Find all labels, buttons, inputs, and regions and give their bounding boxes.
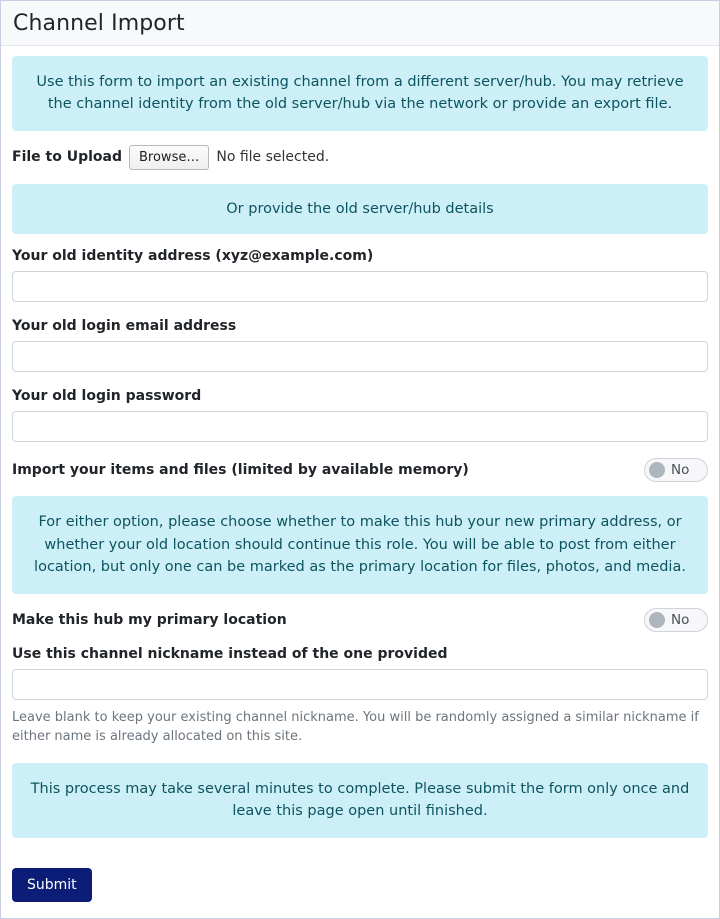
file-upload-row	[12, 145, 708, 170]
file-upload-label: File to Upload	[12, 149, 122, 166]
or-details-notice: Or provide the old server/hub details	[12, 184, 708, 234]
nickname-helper-text: Leave blank to keep your existing channel nickname. You will be randomly assigned a similar nickname if either name is already allocated on this site.	[12, 709, 699, 745]
primary-location-toggle[interactable]	[644, 608, 708, 632]
toggle-knob-icon	[649, 462, 665, 478]
old-email-input[interactable]	[12, 341, 708, 372]
intro-notice: Use this form to import an existing channel from a different server/hub. You may retrieve the channel identity from the old server/hub via the network or provide an export file.	[12, 56, 708, 131]
import-items-label: Import your items and files (limited by available memory)	[12, 462, 469, 479]
old-password-label: Your old login password	[12, 388, 202, 405]
old-identity-label: Your old identity address (xyz@example.com)	[12, 248, 374, 265]
submit-button[interactable]: Submit	[12, 868, 92, 902]
nickname-input[interactable]	[12, 669, 708, 700]
old-password-input[interactable]	[12, 411, 708, 442]
primary-location-notice: For either option, please choose whether to make this hub your new primary address, or whether your old location should continue this role. You will be able to post from either location, but only one can be marked as the primary location for files, photos, and media.	[12, 496, 708, 593]
submit-row	[1, 864, 719, 918]
form-content	[1, 46, 719, 864]
import-items-toggle-state: No	[671, 462, 690, 479]
old-identity-input[interactable]	[12, 271, 708, 302]
primary-location-toggle-state: No	[671, 611, 690, 628]
primary-location-row	[12, 608, 708, 632]
process-time-notice: This process may take several minutes to complete. Please submit the form only once and leave this page open until finished.	[12, 763, 708, 838]
toggle-knob-icon	[649, 612, 665, 628]
import-items-toggle[interactable]	[644, 458, 708, 482]
file-upload-status: No file selected.	[216, 149, 330, 166]
primary-location-label: Make this hub my primary location	[12, 611, 287, 628]
import-items-row	[12, 458, 708, 482]
page-header	[1, 1, 719, 46]
page-title: Channel Import	[13, 10, 185, 36]
nickname-label: Use this channel nickname instead of the one provided	[12, 645, 448, 662]
old-email-label: Your old login email address	[12, 318, 237, 335]
browse-button[interactable]: Browse…	[129, 145, 209, 170]
